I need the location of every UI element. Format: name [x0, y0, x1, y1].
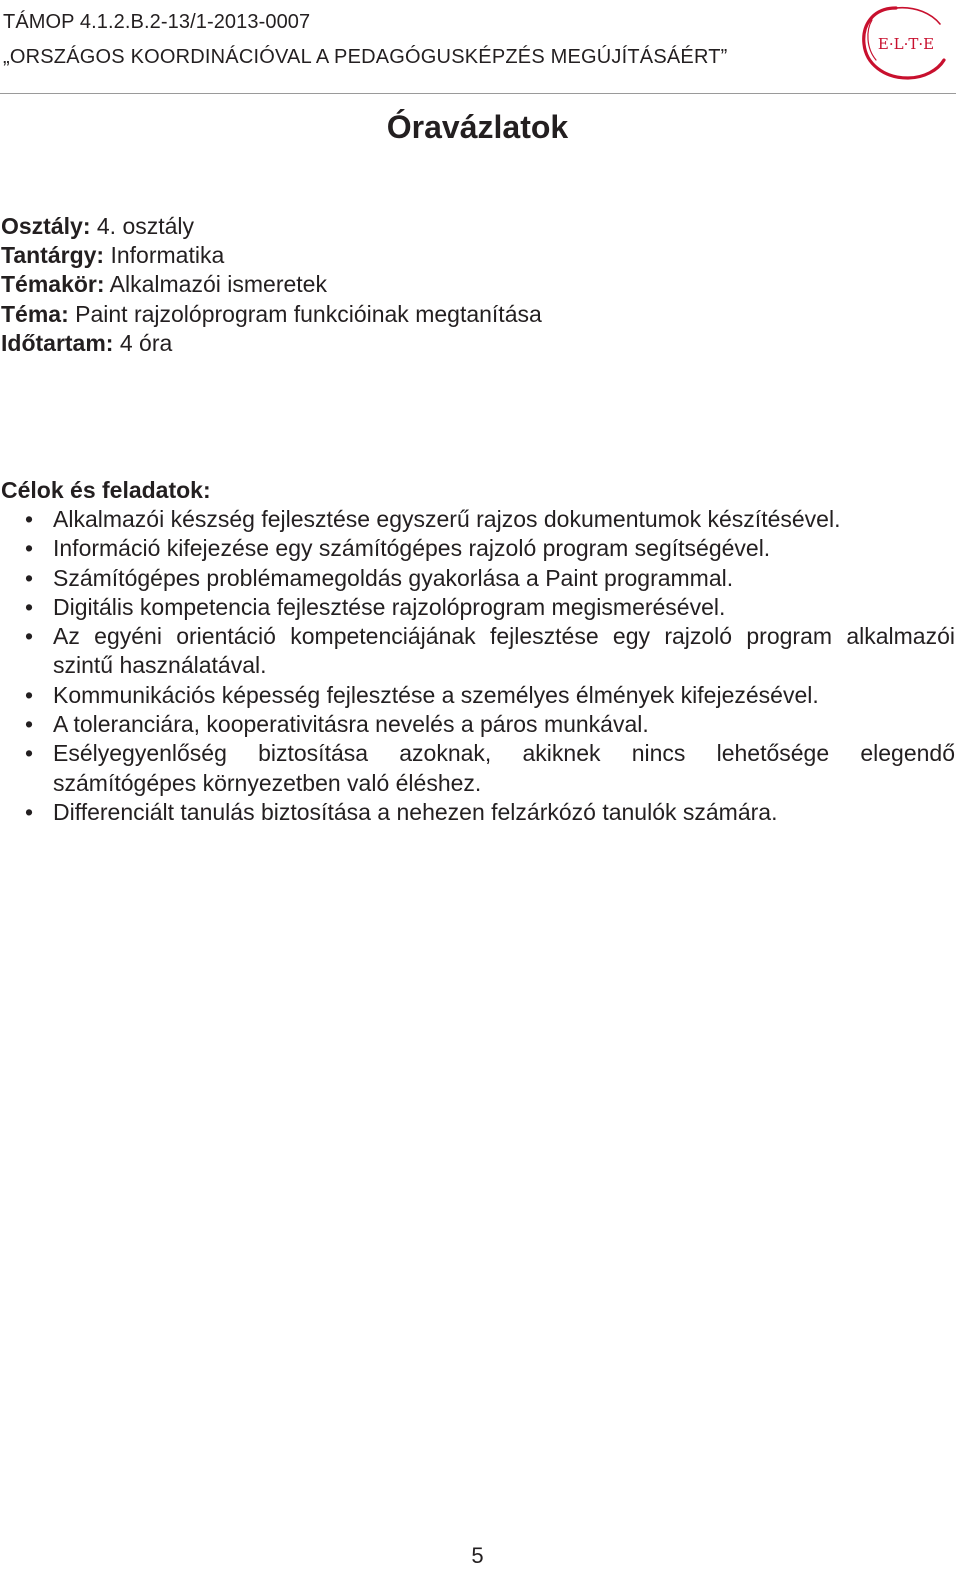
list-item-text: Számítógépes problémamegoldás gyakorlása a Paint programmal.	[53, 564, 734, 591]
list-item	[0, 798, 955, 827]
list-item	[0, 739, 955, 798]
list-item-text: Információ kifejezése egy számítógépes rajzoló program segítségével.	[53, 535, 771, 562]
bullet-icon: •	[25, 681, 34, 708]
bullet-icon: •	[25, 798, 34, 825]
meta-key: Témakör:	[1, 271, 105, 298]
list-item	[0, 681, 955, 710]
list-item	[0, 505, 955, 534]
list-item	[0, 534, 955, 563]
meta-value: Informatika	[104, 242, 225, 269]
meta-row-topic-area	[1, 270, 542, 299]
list-item-text: Digitális kompetencia fejlesztése rajzolóprogram megismerésével.	[53, 593, 726, 620]
meta-key: Téma:	[1, 300, 69, 327]
project-code: TÁMOP 4.1.2.B.2-13/1-2013-0007	[3, 11, 311, 33]
list-item-text: Esélyegyenlőség biztosítása azoknak, akiknek nincs lehetősége elegendő számítógépes környezetben való éléshez.	[53, 740, 955, 796]
meta-value: Paint rajzolóprogram funkcióinak megtanítása	[68, 300, 542, 327]
bullet-icon: •	[25, 593, 34, 620]
page-header	[0, 0, 960, 96]
meta-row-subject	[1, 241, 542, 270]
list-item-text: Az egyéni orientáció kompetenciájának fejlesztése egy rajzoló program alkalmazói szintű használatával.	[53, 623, 955, 679]
page-number: 5	[471, 1543, 484, 1568]
meta-row-topic	[1, 300, 542, 329]
meta-value: 4. osztály	[90, 213, 195, 239]
project-title: „ORSZÁGOS KOORDINÁCIÓVAL A PEDAGÓGUSKÉPZÉS MEGÚJÍTÁSÁÉRT”	[3, 46, 728, 68]
bullet-icon: •	[25, 535, 34, 562]
elte-logo-mark	[858, 4, 950, 82]
page-title: Óravázlatok	[386, 109, 569, 145]
list-item-text: Kommunikációs képesség fejlesztése a személyes élmények kifejezésével.	[53, 681, 819, 708]
bullet-icon: •	[25, 623, 34, 650]
list-item	[0, 622, 955, 681]
meta-value: Alkalmazói ismeretek	[104, 271, 327, 298]
list-item	[0, 564, 955, 593]
list-item	[0, 593, 955, 622]
list-item-text: Differenciált tanulás biztosítása a nehezen felzárkózó tanulók számára.	[53, 798, 778, 825]
logo-text: E·L·T·E	[877, 35, 935, 53]
list-item-text: Alkalmazói készség fejlesztése egyszerű rajzos dokumentumok készítésével.	[53, 506, 841, 532]
bullet-icon: •	[25, 740, 34, 767]
meta-row-duration	[1, 329, 542, 358]
elte-logo	[858, 4, 950, 82]
meta-row-class	[1, 212, 542, 241]
meta-value: 4 óra	[113, 329, 173, 356]
list-item	[0, 710, 955, 739]
goals-list	[0, 505, 955, 827]
bullet-icon: •	[25, 711, 34, 738]
meta-key: Osztály:	[1, 213, 91, 239]
meta-key: Tantárgy:	[1, 242, 105, 269]
bullet-icon: •	[25, 506, 34, 532]
lesson-metadata	[1, 212, 542, 358]
meta-key: Időtartam:	[1, 329, 114, 356]
bullet-icon: •	[25, 564, 34, 591]
list-item-text: A toleranciára, kooperativitásra nevelés a páros munkával.	[53, 711, 649, 738]
goals-heading: Célok és feladatok:	[1, 477, 211, 503]
header-divider	[0, 93, 956, 94]
